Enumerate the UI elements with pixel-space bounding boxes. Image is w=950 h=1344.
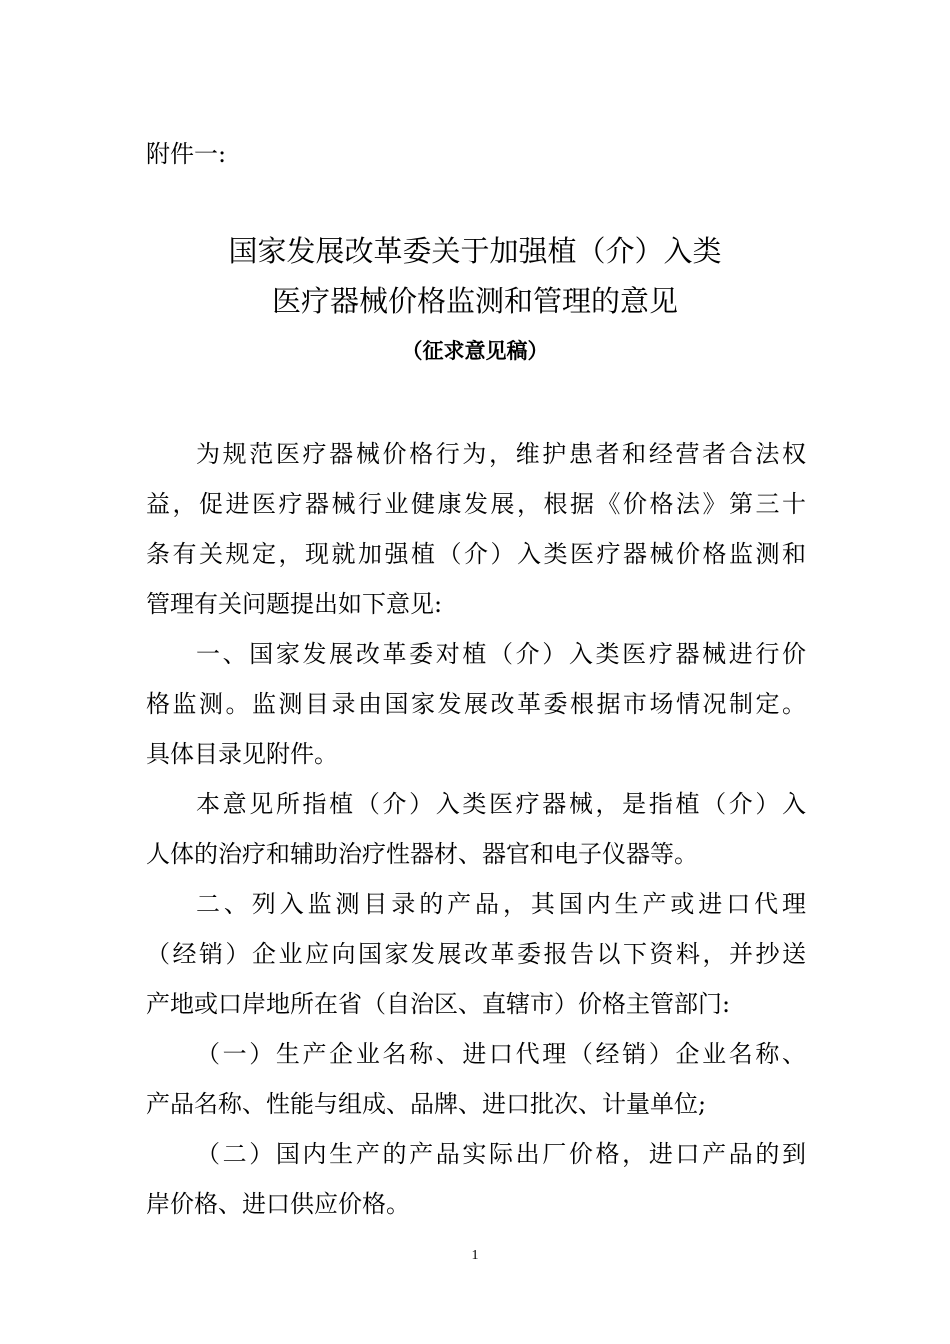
document-subtitle: （征求意见稿） xyxy=(401,339,549,363)
body-line: 条有关规定，现就加强植（介）入类医疗器械价格监测和 xyxy=(146,540,806,568)
body-line: 一、国家发展改革委对植（介）入类医疗器械进行价 xyxy=(196,640,806,668)
body-line: 岸价格、进口供应价格。 xyxy=(146,1190,410,1218)
body-line: 人体的治疗和辅助治疗性器材、器官和电子仪器等。 xyxy=(146,840,698,868)
body-line: （经销）企业应向国家发展改革委报告以下资料，并抄送 xyxy=(146,940,806,968)
body-line: 二、列入监测目录的产品，其国内生产或进口代理 xyxy=(196,890,806,918)
body-line: 益，促进医疗器械行业健康发展，根据《价格法》第三十 xyxy=(146,490,806,518)
body-line: 为规范医疗器械价格行为，维护患者和经营者合法权 xyxy=(196,440,806,468)
body-line: 格监测。监测目录由国家发展改革委根据市场情况制定。 xyxy=(146,690,806,718)
document-title-line-1: 国家发展改革委关于加强植（介）入类 xyxy=(228,234,722,268)
body-line: 产地或口岸地所在省（自治区、直辖市）价格主管部门: xyxy=(146,990,731,1018)
attachment-label: 附件一: xyxy=(146,140,227,168)
body-line: （一）生产企业名称、进口代理（经销）企业名称、 xyxy=(196,1040,806,1068)
body-line: （二）国内生产的产品实际出厂价格，进口产品的到 xyxy=(196,1140,806,1168)
body-line: 管理有关问题提出如下意见: xyxy=(146,590,443,618)
body-line: 产品名称、性能与组成、品牌、进口批次、计量单位; xyxy=(146,1090,707,1118)
body-line: 具体目录见附件。 xyxy=(146,740,338,768)
body-line: 本意见所指植（介）入类医疗器械，是指植（介）入 xyxy=(196,790,806,818)
document-title-line-2: 医疗器械价格监测和管理的意见 xyxy=(271,284,678,318)
page-number: 1 xyxy=(471,1248,479,1263)
